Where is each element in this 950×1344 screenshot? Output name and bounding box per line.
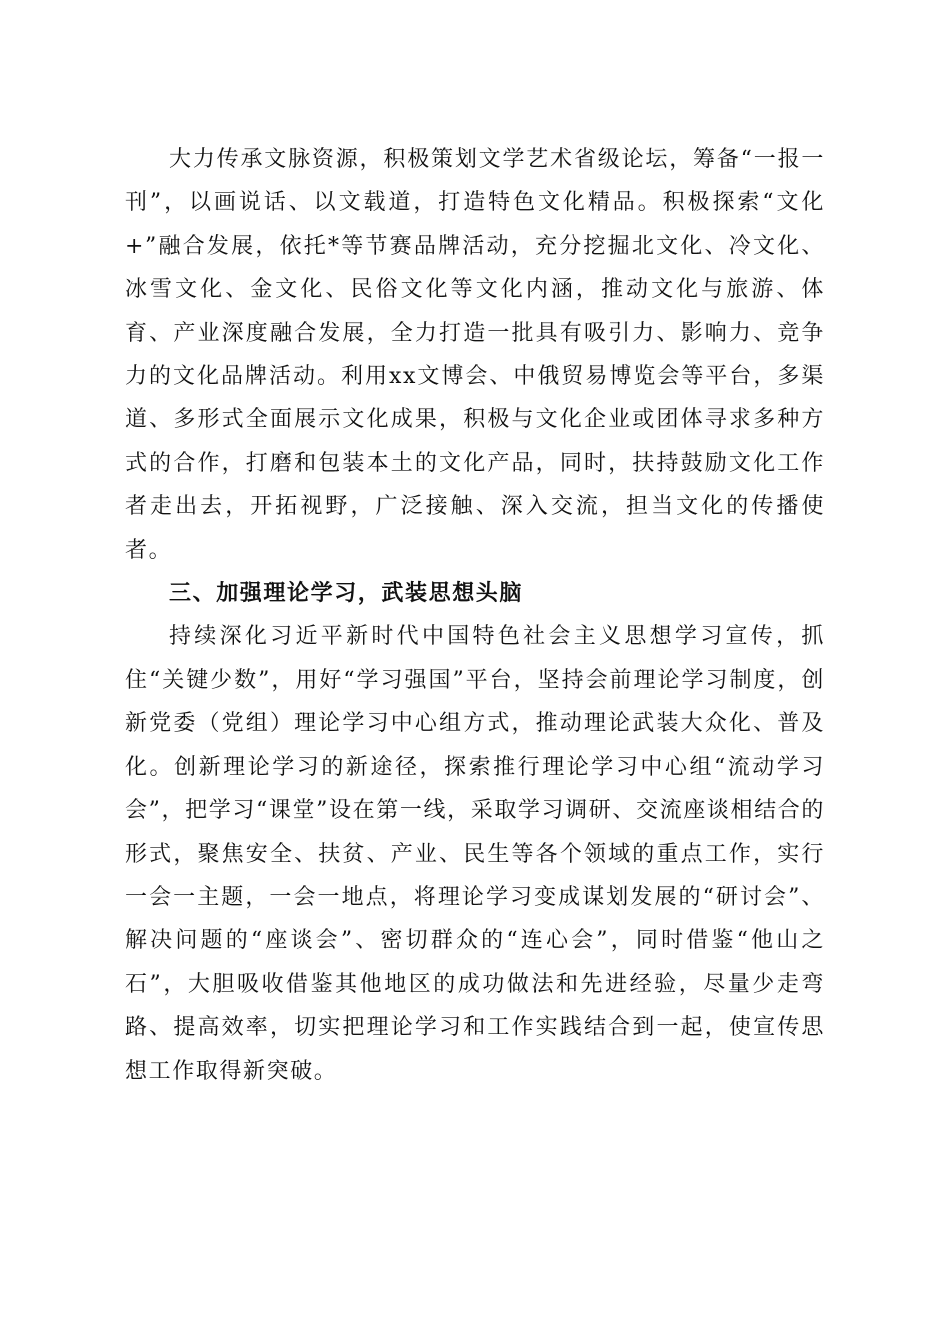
section-heading: 三、加强理论学习，武装思想头脑 — [169, 581, 524, 607]
paragraph-culture-brand: 大力传承文脉资源，积极策划文学艺术省级论坛，筹备“一报一刊”，以画说话、以文载道，打造特色文化精品。积极探索“文化+”融合发展，依托*等节赛品牌活动，充分挖掘北文化、冷文化、冰雪文化、金文化、民俗文化等文化内涵，推动文化与旅游、体育、产业深度融合发展，全力打造一批具有吸引力、影响力、竞争力的文化品牌活动。利用xx文博会、中俄贸易博览会等平台，多渠道、多形式全面展示文化成果，积极与文化企业或团体寻求多种方式的合作，打磨和包装本土的文化产品，同时，扶持鼓励文化工作者走出去，开拓视野，广泛接触、深入交流，担当文化的传播使者。 — [125, 147, 825, 563]
paragraph-theory-study: 持续深化习近平新时代中国特色社会主义思想学习宣传，抓住“关键少数”，用好“学习强国”平台，坚持会前理论学习制度，创新党委（党组）理论学习中心组方式，推动理论武装大众化、普及化。创新理论学习的新途径，探索推行理论学习中心组“流动学习会”，把学习“课堂”设在第一线，采取学习调研、交流座谈相结合的形式，聚焦安全、扶贫、产业、民生等各个领域的重点工作，实行一会一主题，一会一地点，将理论学习变成谋划发展的“研讨会”、解决问题的“座谈会”、密切群众的“连心会”，同时借鉴“他山之石”，大胆吸收借鉴其他地区的成功做法和先进经验，尽量少走弯路、提高效率，切实把理论学习和工作实践结合到一起，使宣传思想工作取得新突破。 — [125, 624, 825, 1084]
document-body — [125, 138, 825, 1093]
